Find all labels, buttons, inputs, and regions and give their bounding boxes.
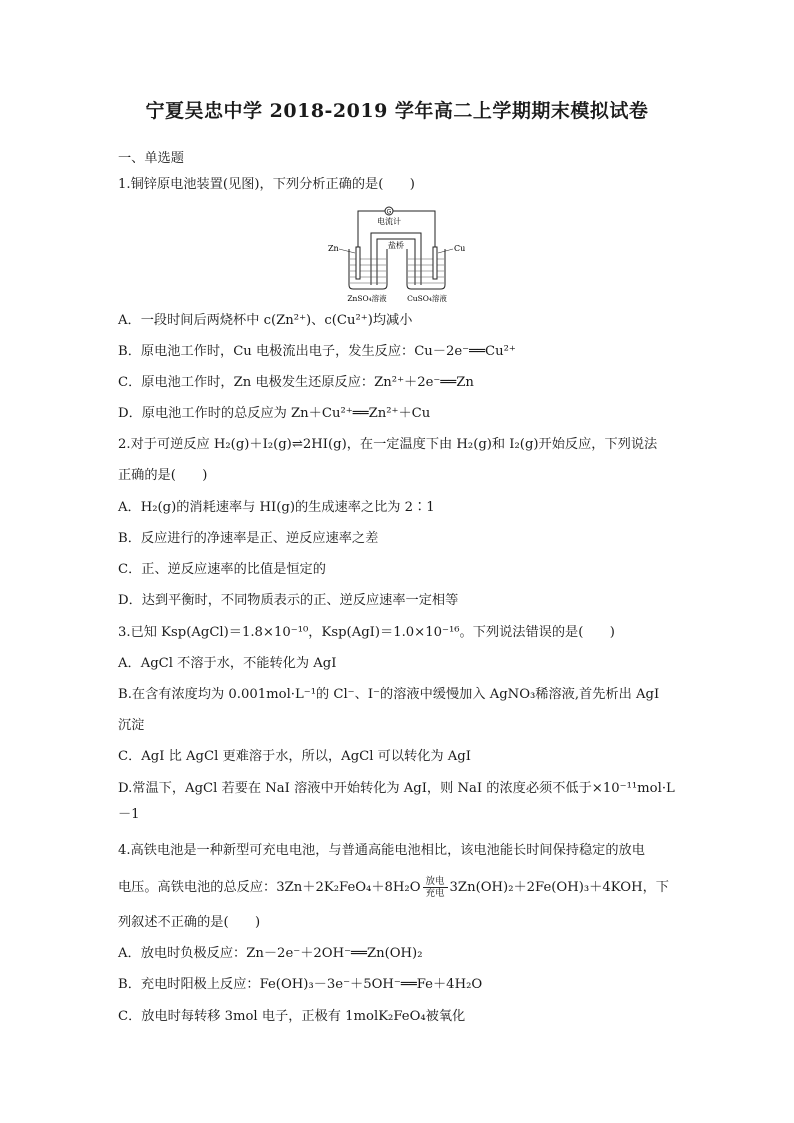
- section-heading: 一、单选题: [118, 151, 184, 166]
- meter-label: 电流计: [377, 217, 401, 226]
- galvanic-cell-figure: [327, 199, 467, 305]
- q3-option-b-line1: B.在含有浓度均为 0.001mol·L⁻¹的 Cl⁻、I⁻的溶液中缓慢加入 AgNO₃稀溶液,首先析出 AgI: [118, 687, 660, 702]
- q4-stem-line3: 列叙述不正确的是( ): [118, 915, 261, 930]
- galvanometer-symbol: G: [386, 209, 392, 216]
- q2-option-d: D．达到平衡时，不同物质表示的正、逆反应速率一定相等: [118, 593, 459, 608]
- q3-option-c: C．AgI 比 AgCl 更难溶于水，所以，AgCl 可以转化为 AgI: [118, 749, 471, 764]
- q2-stem-line1: 2.对于可逆反应 H₂(g)＋I₂(g)⇌2HI(g)，在一定温度下由 H₂(g)和 I₂(g)开始反应，下列说法: [118, 437, 658, 452]
- q4-option-b: B．充电时阳极上反应：Fe(OH)₃－3e⁻＋5OH⁻══Fe＋4H₂O: [118, 977, 483, 992]
- q4-option-a: A．放电时负极反应：Zn－2e⁻＋2OH⁻══Zn(OH)₂: [118, 946, 423, 961]
- q4-stem-line2: [118, 876, 683, 899]
- q3-option-b-line2: 沉淀: [118, 718, 145, 733]
- q2-option-c: C．正、逆反应速率的比值是恒定的: [118, 562, 326, 577]
- q3-stem: 3.已知 Ksp(AgCl)＝1.8×10⁻¹⁰，Ksp(AgI)＝1.0×10⁻¹⁶。下列说法错误的是( ): [118, 625, 615, 640]
- q4-products: 3Zn(OH)₂＋2Fe(OH)₃＋4KOH，下: [449, 880, 669, 895]
- q4-option-c: C．放电时每转移 3mol 电子，正极有 1molK₂FeO₄被氧化: [118, 1009, 466, 1024]
- q1-option-c: C．原电池工作时，Zn 电极发生还原反应：Zn²⁺＋2e⁻══Zn: [118, 375, 474, 390]
- q2-stem-line2: 正确的是( ): [118, 468, 208, 483]
- right-solution-label: CuSO₄溶液: [407, 294, 447, 303]
- arrow-charge-label: 充电: [425, 888, 445, 899]
- arrow-discharge-label: 放电: [423, 876, 448, 888]
- zn-label: Zn: [328, 244, 339, 253]
- salt-bridge-label: 盐桥: [388, 241, 404, 250]
- reaction-arrow: [423, 876, 448, 899]
- zinc-electrode: [356, 247, 360, 279]
- q2-option-a: A．H₂(g)的消耗速率与 HI(g)的生成速率之比为 2∶1: [118, 500, 435, 515]
- q1-option-d: D．原电池工作时的总反应为 Zn＋Cu²⁺══Zn²⁺＋Cu: [118, 406, 431, 421]
- q4-stem-line1: 4.高铁电池是一种新型可充电电池，与普通高能电池相比，该电池能长时间保持稳定的放电: [118, 843, 645, 858]
- cu-label: Cu: [454, 244, 466, 253]
- copper-electrode: [433, 247, 437, 279]
- q1-option-b: B．原电池工作时，Cu 电极流出电子，发生反应：Cu－2e⁻══Cu²⁺: [118, 344, 516, 359]
- q1-option-a: A．一段时间后两烧杯中 c(Zn²⁺)、c(Cu²⁺)均减小: [118, 313, 413, 328]
- q1-stem: 1.铜锌原电池装置(见图)，下列分析正确的是( ): [118, 177, 415, 192]
- q3-option-d-line2: －1: [118, 807, 140, 822]
- left-solution-label: ZnSO₄溶液: [347, 294, 387, 303]
- exam-title: 宁夏吴忠中学 2018-2019 学年高二上学期期末模拟试卷: [145, 100, 649, 122]
- q4-reactants: 电压。高铁电池的总反应：3Zn＋2K₂FeO₄＋8H₂O: [118, 880, 421, 895]
- q2-option-b: B．反应进行的净速率是正、逆反应速率之差: [118, 531, 379, 546]
- q3-option-a: A．AgCl 不溶于水，不能转化为 AgI: [118, 656, 337, 671]
- q3-option-d-line1: D.常温下，AgCl 若要在 NaI 溶液中开始转化为 AgI，则 NaI 的浓度必须不低于×10⁻¹¹mol·L: [118, 781, 675, 796]
